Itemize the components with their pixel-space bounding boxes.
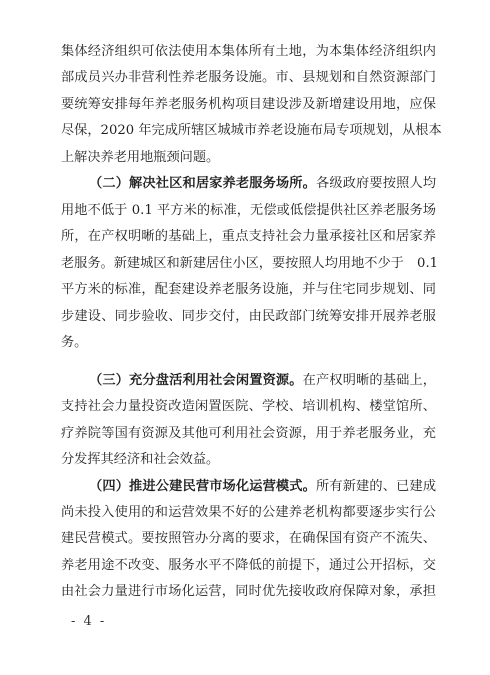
text-line: 尚未投入使用的和运营效果不好的公建养老机构都要逐步实行公 (61, 505, 436, 520)
section-heading: （二）解决社区和居家养老服务场所。 (89, 176, 316, 191)
text-line: 分发挥其经济和社会效益。 (61, 452, 220, 467)
text-line: 上解决养老用地瓶颈问题。 (61, 150, 220, 165)
section-heading: （三）充分盘活利用社会闲置资源。 (89, 373, 303, 388)
text-line: 由社会力量进行市场化运营，同时优先接收政府保障对象，承担 (61, 584, 436, 599)
text-line: 尽保，2020 年完成所辖区城城市养老设施布局专项规划，从根本 (61, 123, 442, 138)
text-line: 养老用途不改变、服务水平不降低的前提下，通过公开招标，交 (61, 558, 436, 573)
text-fragment: 在产权明晰的基础上， (302, 373, 436, 388)
text-line: 步建设、同步验收、同步交付，由民政部门统筹安排开展养老服 (61, 309, 436, 324)
text-line: 支持社会力量投资改造闲置医院、学校、培训机构、楼堂馆所、 (61, 399, 436, 414)
text-line: 老服务。新建城区和新建居住小区，要按照人均用地不少于 0.1 (61, 256, 439, 271)
text-fragment: 所有新建的、已建成 (316, 479, 437, 494)
text-line-with-heading (89, 372, 436, 390)
page-number: - 4 - (71, 614, 107, 629)
text-line: 疗养院等国有资源及其他可利用社会资源，用于养老服务业，充 (61, 426, 436, 441)
text-fragment: 各级政府要按照人均 (316, 176, 437, 191)
text-line: 要统筹安排每年养老服务机构项目建设涉及新增建设用地，应保 (61, 97, 436, 112)
text-line-with-heading (89, 478, 436, 496)
text-line: 部成员兴办非营利性养老服务设施。市、县规划和自然资源部门 (61, 70, 436, 85)
text-line: 建民营模式。要按照管办分离的要求，在确保国有资产不流失、 (61, 531, 436, 546)
text-line-with-heading (89, 175, 436, 193)
text-line: 平方米的标准，配套建设养老服务设施，并与住宅同步规划、同 (61, 282, 436, 297)
text-line: 务。 (61, 335, 88, 350)
text-line: 用地不低于 0.1 平方米的标准，无偿或低偿提供社区养老服务场 (61, 203, 436, 218)
section-heading: （四）推进公建民营市场化运营模式。 (89, 479, 316, 494)
text-line: 集体经济组织可依法使用本集体所有土地，为本集体经济组织内 (61, 44, 436, 59)
text-line: 所，在产权明晰的基础上，重点支持社会力量承接社区和居家养 (61, 229, 436, 244)
